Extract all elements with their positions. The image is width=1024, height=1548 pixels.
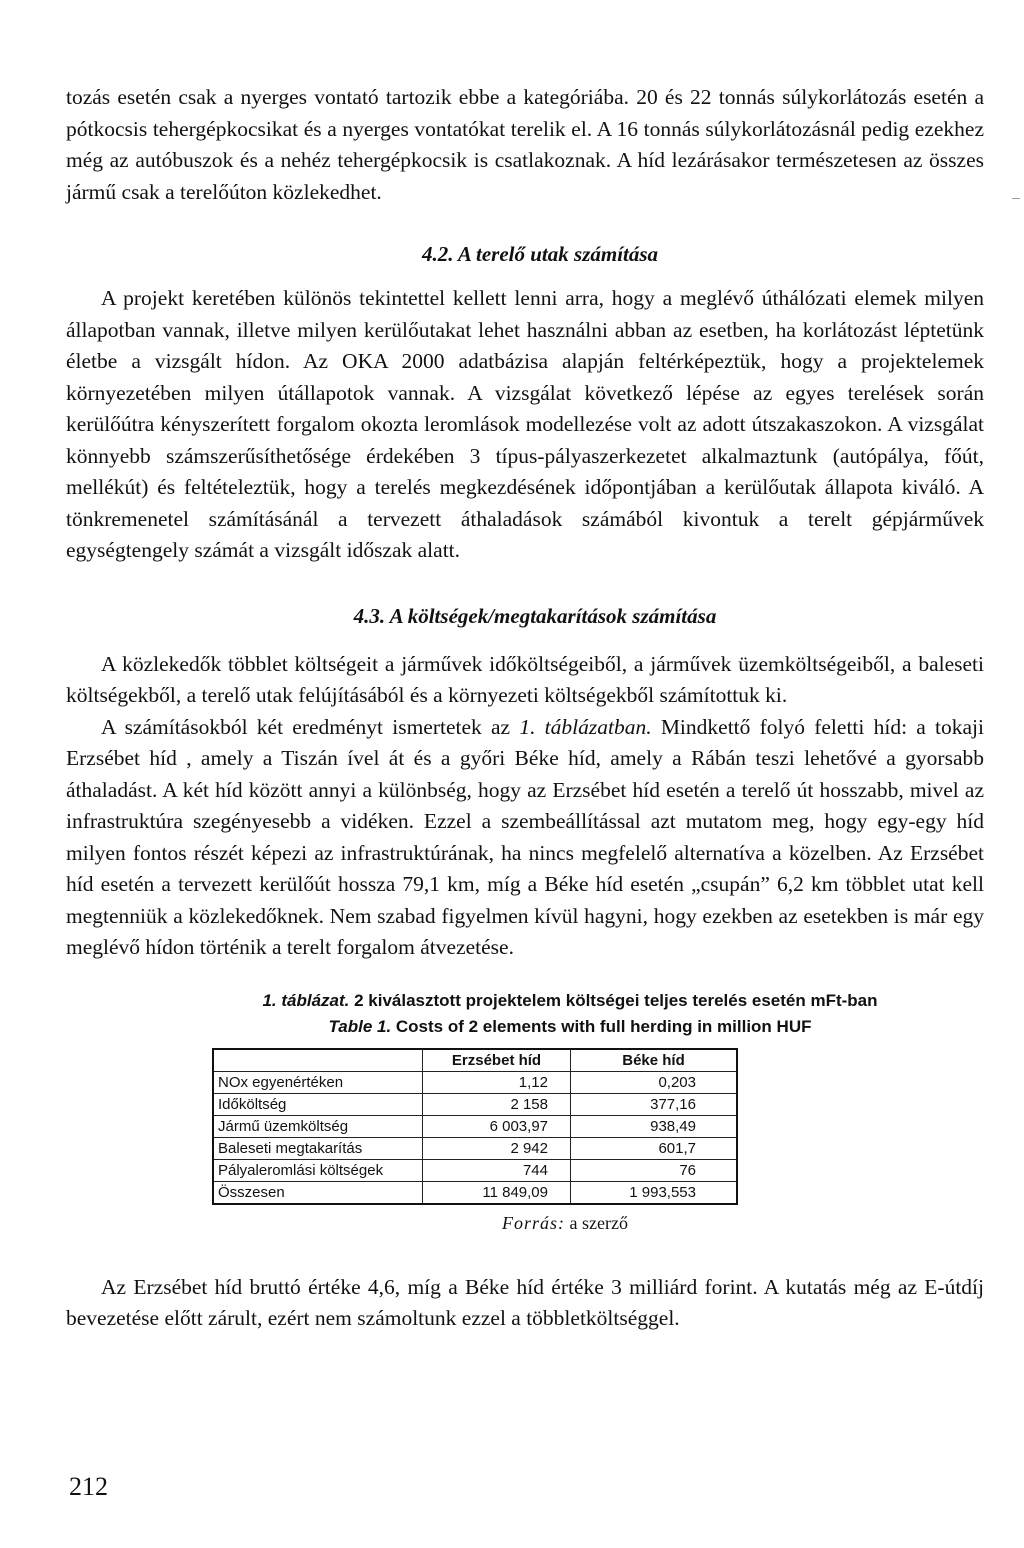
table-row-total [213, 1181, 737, 1204]
row-label: Baleseti megtakarítás [213, 1137, 423, 1159]
table-row [213, 1137, 737, 1159]
table-header-erzsebet: Erzsébet híd [423, 1049, 571, 1072]
erzsebet-value: 6 003,97 [423, 1115, 571, 1137]
table-caption-en-label: Table 1. [328, 1016, 392, 1036]
row-label: Pályaleromlási költségek [213, 1159, 423, 1181]
row-label: Összesen [213, 1181, 423, 1204]
table-header-beke: Béke híd [571, 1049, 738, 1072]
paragraph-4-3-a: A közlekedők többlet költségeit a járművek időköltségeiből, a járművek üzemköltségeiből, a baleseti költségekből, a terelő utak felújításából és a környezeti költségekből számítottuk ki. [66, 651, 984, 707]
source-value: a szerző [565, 1212, 628, 1233]
section-heading-4-2: 4.2. A terelő utak számítása [421, 242, 659, 266]
beke-value: 938,49 [571, 1115, 738, 1137]
table-header-empty [213, 1049, 423, 1072]
paragraph-intro: tozás esetén csak a nyerges vontató tartozik ebbe a kategóriába. 20 és 22 tonnás súlykorlátozás esetén a pótkocsis tehergépkocsikat és a nyerges vontatókat terelik el. A 16 tonnás súlykorlátozásnál pedig ezekhez még az autóbuszok és a nehéz tehergépkocsik is csatlakoznak. A híd lezárásakor természetesen az összes jármű csak a terelőúton közlekedhet. [66, 85, 984, 204]
beke-value: 377,16 [571, 1093, 738, 1115]
paragraph-closing: Az Erzsébet híd bruttó értéke 4,6, míg a Béke híd értéke 3 milliárd forint. A kutatás még az E-útdíj bevezetése előtt zárult, ezért nem számoltunk ezzel a többletköltséggel. [66, 1274, 984, 1330]
erzsebet-value: 11 849,09 [423, 1181, 571, 1204]
erzsebet-value: 2 942 [423, 1137, 571, 1159]
section-heading-4-3: 4.3. A költségek/megtakarítások számítása [353, 603, 717, 628]
table-row [213, 1093, 737, 1115]
table-source [66, 1213, 984, 1234]
source-label: Forrás: [502, 1212, 566, 1233]
row-label: Időköltség [213, 1093, 423, 1115]
table-row [213, 1159, 737, 1181]
table-caption-hu-label: 1. táblázat. [262, 990, 350, 1010]
table-row [213, 1071, 737, 1093]
paragraph-4-2: A projekt keretében különös tekintettel kellett lenni arra, hogy a meglévő úthálózati elemek milyen állapotban vannak, illetve milyen kerülőutakat lehet használni abban az esetben, ha korlátozást léptetünk életbe a vizsgált hídon. Az OKA 2000 adatbázisa alapján feltérképeztük, hogy a projektelemek környezetében milyen útállapotok vannak. A vizsgálat következő lépése az egyes terelések során kerülőútra kényszerített forgalom okozta leromlások modellezése volt az adott útszakaszokon. A vizsgálat könnyebb számszerűsíthetősége érdekében 3 típus-pályaszerkezetet alkalmaztunk (autópálya, főút, mellékút) és feltételeztük, hogy a terelés megkezdésének időpontjában a kerülőutak állapota kiváló. A tönkremenetel számításánál a tervezett áthaladások számából kivontuk a terelt gépjárművek egységtengely számát a vizsgált időszak alatt. [66, 286, 984, 562]
beke-value: 1 993,553 [571, 1181, 738, 1204]
beke-value: 76 [571, 1159, 738, 1181]
table-row [213, 1115, 737, 1137]
table-header-row [213, 1049, 737, 1072]
page-body [66, 82, 984, 1335]
page-number: 212 [69, 1472, 108, 1501]
paragraph-4-3-b-start: A számításokból két eredményt ismertetek az [101, 714, 520, 739]
table-caption-hu-text: 2 kiválasztott projektelem költségei teljes terelés esetén mFt-ban [349, 990, 878, 1010]
beke-value: 601,7 [571, 1137, 738, 1159]
scan-edge-mark [1012, 198, 1020, 199]
table-reference: 1. táblázatban. [519, 714, 652, 739]
row-label: NOx egyenértéken [213, 1071, 423, 1093]
paragraph-4-3-b [66, 712, 984, 964]
table-caption-hu [66, 988, 984, 1014]
erzsebet-value: 2 158 [423, 1093, 571, 1115]
row-label: Jármű üzemköltség [213, 1115, 423, 1137]
erzsebet-value: 1,12 [423, 1071, 571, 1093]
erzsebet-value: 744 [423, 1159, 571, 1181]
cost-table [212, 1048, 738, 1205]
beke-value: 0,203 [571, 1071, 738, 1093]
paragraph-4-3-b-rest: Mindkettő folyó feletti híd: a tokaji Erzsébet híd , amely a Tiszán ível át és a győri Béke híd, amely a Rábán teszi lehetővé a gyorsabb áthaladást. A két híd között annyi a különbség, hogy az Erzsébet híd esetén a terelő út hosszabb, mivel az infrastruktúra szegényesebb a vidéken. Ezzel a szembeállítással azt mutatom meg, hogy egy-egy híd milyen fontos részét képezi az infrastruktúrának, ha nincs megfelelő alternatíva a közelben. Az Erzsébet híd esetén a tervezett kerülőút hossza 79,1 km, míg a Béke híd esetén „csupán” 6,2 km többlet utat kell megtenniük a közlekedőknek. Nem szabad figyelmen kívül hagyni, hogy ezekben az esetekben is már egy meglévő hídon történik a terelt forgalom átvezetése. [66, 714, 984, 959]
table-caption-en-text: Costs of 2 elements with full herding in million HUF [391, 1016, 812, 1036]
table-caption-en [66, 1014, 984, 1040]
